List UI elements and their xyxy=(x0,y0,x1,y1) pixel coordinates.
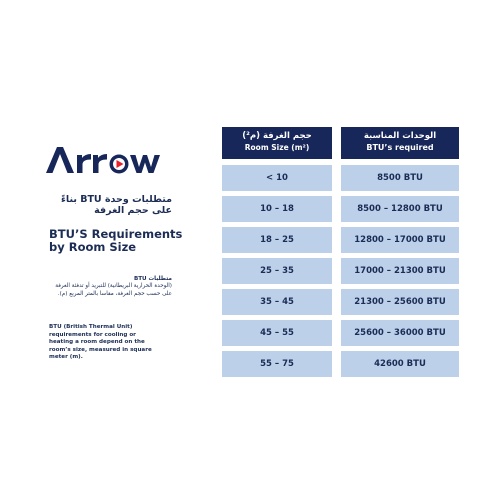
room-size-header-en: Room Size (m²) xyxy=(244,143,310,152)
table-row-3-room: 18 – 25 xyxy=(222,227,332,253)
room-size-header xyxy=(222,127,332,159)
note-arabic-body: (الوحدة الحرارية البريطانية) للتبريد أو تدفئة الغرفة على حسب حجم الغرفة، مقاسا بالمتر المربع (م). xyxy=(55,283,172,297)
table-row-1-room: < 10 xyxy=(222,165,332,191)
table-row-7-room: 55 – 75 xyxy=(222,351,332,377)
table-row-7-btu: 42600 BTU xyxy=(341,351,459,377)
arrow-logo xyxy=(44,140,160,180)
table-row-2-btu: 8500 – 12800 BTU xyxy=(341,196,459,222)
btu-header-ar: الوحدات المناسبة xyxy=(363,131,437,141)
table-row-1-btu: 8500 BTU xyxy=(341,165,459,191)
title-english-line2: by Room Size xyxy=(49,240,137,254)
table-row-4-btu: 17000 – 21300 BTU xyxy=(341,258,459,284)
table-row-6-btu: 25600 – 36000 BTU xyxy=(341,320,459,346)
arrow-logo-mark xyxy=(44,140,160,180)
table-row-6-room: 45 – 55 xyxy=(222,320,332,346)
title-arabic: متطلبات وحدة BTU بناءً على حجم الغرفة xyxy=(61,194,172,216)
table-row-3-btu: 12800 – 17000 BTU xyxy=(341,227,459,253)
btu-header xyxy=(341,127,459,159)
title-english xyxy=(49,228,189,254)
table-row-4-room: 25 – 35 xyxy=(222,258,332,284)
note-arabic xyxy=(48,276,172,298)
table-row-5-btu: 21300 – 25600 BTU xyxy=(341,289,459,315)
btu-header-en: BTU’s required xyxy=(366,143,434,152)
note-english: BTU (British Thermal Unit) requirements for cooling or heating a room depend on the room’s size, measured in square meter (m). xyxy=(49,324,152,361)
table-row-2-room: 10 – 18 xyxy=(222,196,332,222)
room-size-header-ar: حجم الغرفة (م²) xyxy=(242,131,312,141)
note-arabic-head: متطلبات BTU xyxy=(133,276,172,282)
title-english-line1: BTU’S Requirements xyxy=(49,227,183,241)
table-row-5-room: 35 – 45 xyxy=(222,289,332,315)
